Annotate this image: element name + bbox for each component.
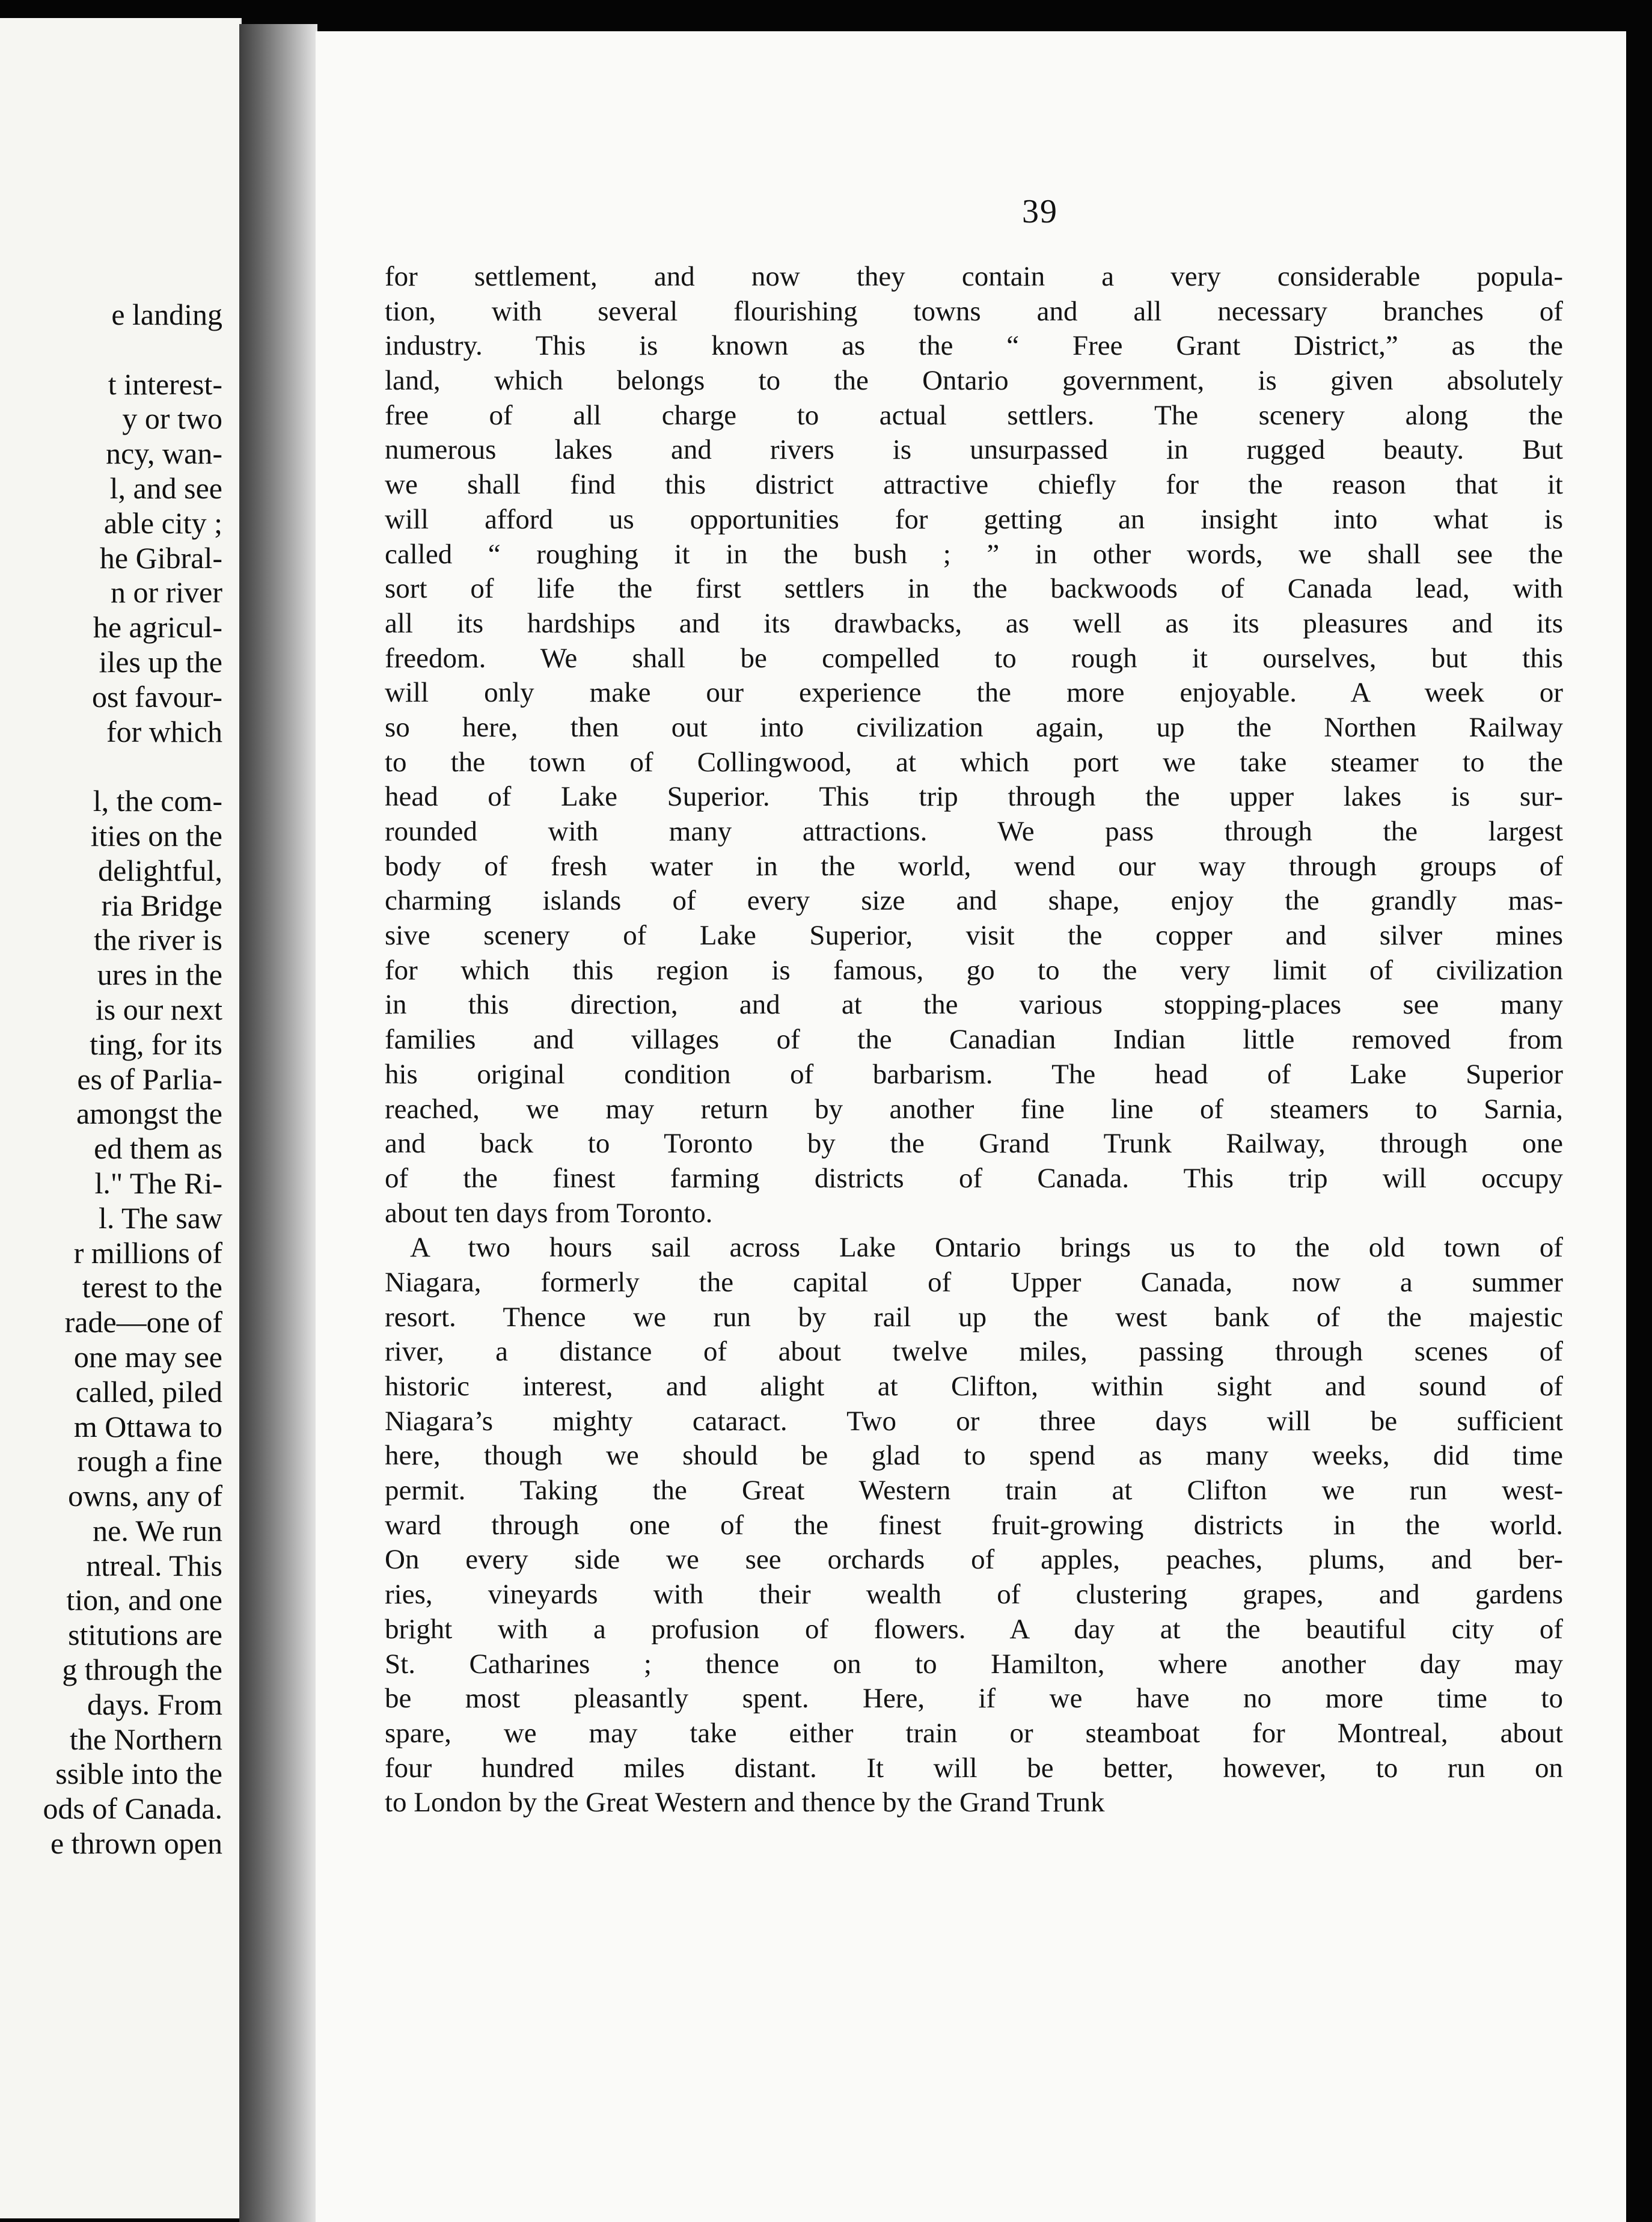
left-page-line: stitutions are xyxy=(68,1618,222,1652)
left-page-line: ting, for its xyxy=(90,1027,222,1061)
left-page-line: he agricul- xyxy=(93,610,222,644)
left-page-line: days. From xyxy=(87,1687,222,1721)
left-page-fragment xyxy=(0,18,242,2218)
left-page-line: l." The Ri- xyxy=(94,1166,222,1200)
left-page-line: rough a fine xyxy=(77,1444,222,1478)
page-number: 39 xyxy=(1022,193,1058,230)
text-line: families and villages of the Canadian Indian little removed from xyxy=(385,1024,1563,1056)
text-line: On every side we see orchards of apples, peaches, plums, and ber- xyxy=(385,1544,1563,1576)
left-page-line: t interest- xyxy=(108,367,222,401)
left-page-line: ne. We run xyxy=(93,1513,222,1547)
left-page-line: l. The saw xyxy=(99,1201,222,1235)
text-line: called “ roughing it in the bush ; ” in other words, we shall see the xyxy=(385,538,1563,570)
left-page-line: ssible into the xyxy=(55,1757,222,1791)
left-page-line: able city ; xyxy=(103,506,222,540)
text-line: numerous lakes and rivers is unsurpassed in rugged beauty. But xyxy=(385,434,1563,466)
text-line: charming islands of every size and shape, enjoy the grandly mas- xyxy=(385,885,1563,917)
text-line: river, a distance of about twelve miles, passing through scenes of xyxy=(385,1336,1563,1368)
text-line: head of Lake Superior. This trip through the upper lakes is sur- xyxy=(385,781,1563,813)
left-page-text xyxy=(0,298,222,1861)
left-page-line: owns, any of xyxy=(68,1479,222,1513)
text-line: about ten days from Toronto. xyxy=(385,1197,713,1229)
text-line: so here, then out into civilization again, up the Northen Railway xyxy=(385,711,1563,743)
text-line: will afford us opportunities for getting an insight into what is xyxy=(385,503,1563,535)
text-line: of the finest farming districts of Canada. This trip will occupy xyxy=(385,1162,1563,1194)
text-line: ward through one of the finest fruit-growing districts in the world. xyxy=(385,1509,1563,1541)
text-line: spare, we may take either train or steamboat for Montreal, about xyxy=(385,1717,1563,1749)
paragraph-1 xyxy=(385,260,1563,1231)
left-page-line: terest to the xyxy=(82,1270,222,1305)
left-page-line: rade—one of xyxy=(64,1305,222,1339)
left-page-line xyxy=(0,749,222,784)
text-line: land, which belongs to the Ontario government, is given absolutely xyxy=(385,365,1563,397)
text-line: A two hours sail across Lake Ontario brings us to the old town of xyxy=(410,1232,1563,1264)
text-line: and back to Toronto by the Grand Trunk Railway, through one xyxy=(385,1128,1563,1160)
left-page-line: is our next xyxy=(95,992,222,1026)
left-page-line: he Gibral- xyxy=(99,540,222,575)
left-page-line: n or river xyxy=(110,575,222,610)
text-line: sive scenery of Lake Superior, visit the copper and silver mines xyxy=(385,920,1563,952)
left-page-line: ods of Canada. xyxy=(43,1792,222,1826)
left-page-line: ures in the xyxy=(97,958,222,992)
left-page-line: y or two xyxy=(122,402,222,436)
text-line: for which this region is famous, go to the very limit of civilization xyxy=(385,954,1563,986)
left-page-line: ities on the xyxy=(90,818,222,852)
text-line: rounded with many attractions. We pass through the largest xyxy=(385,816,1563,847)
left-page-line: amongst the xyxy=(76,1097,222,1131)
left-page-line: ed them as xyxy=(94,1131,222,1166)
text-line: we shall find this district attractive chiefly for the reason that it xyxy=(385,469,1563,501)
text-line: be most pleasantly spent. Here, if we have no more time to xyxy=(385,1683,1563,1715)
text-line: for settlement, and now they contain a very considerable popula- xyxy=(385,261,1563,292)
text-line: all its hardships and its drawbacks, as well as its pleasures and its xyxy=(385,607,1563,639)
left-page-line: the river is xyxy=(94,923,222,957)
left-page-line: tion, and one xyxy=(66,1583,222,1617)
left-page-line xyxy=(0,332,222,367)
text-line: sort of life the first settlers in the backwoods of Canada lead, with xyxy=(385,573,1563,605)
body-text xyxy=(385,260,1563,1820)
book-gutter-shadow xyxy=(239,24,317,2222)
left-page-line: r millions of xyxy=(73,1235,222,1270)
left-page-line: one may see xyxy=(73,1339,222,1374)
text-line: will only make our experience the more enjoyable. A week or xyxy=(385,677,1563,709)
text-line: reached, we may return by another fine line of steamers to Sarnia, xyxy=(385,1093,1563,1125)
text-line: permit. Taking the Great Western train at Clifton we run west- xyxy=(385,1475,1563,1507)
left-page-line: ria Bridge xyxy=(101,888,222,922)
text-line: in this direction, and at the various stopping-places see many xyxy=(385,989,1563,1021)
text-line: Niagara, formerly the capital of Upper Canada, now a summer xyxy=(385,1266,1563,1298)
text-line: resort. Thence we run by rail up the west bank of the majestic xyxy=(385,1301,1563,1333)
left-page-line: e thrown open xyxy=(50,1826,222,1861)
left-page-line: ost favour- xyxy=(92,679,222,714)
text-line: ries, vineyards with their wealth of clustering grapes, and gardens xyxy=(385,1579,1563,1611)
text-line: free of all charge to actual settlers. The scenery along the xyxy=(385,399,1563,431)
left-page-line: l, the com- xyxy=(93,784,222,818)
text-line: freedom. We shall be compelled to rough it ourselves, but this xyxy=(385,642,1563,674)
text-line: body of fresh water in the world, wend our way through groups of xyxy=(385,850,1563,882)
text-line: to London by the Great Western and thence by the Grand Trunk xyxy=(385,1787,1105,1819)
left-page-line: iles up the xyxy=(99,644,222,679)
text-line: here, though we should be glad to spend as many weeks, did time xyxy=(385,1440,1563,1472)
text-line: historic interest, and alight at Clifton, within sight and sound of xyxy=(385,1371,1563,1402)
text-line: four hundred miles distant. It will be better, however, to run on xyxy=(385,1752,1563,1784)
left-page-line: m Ottawa to xyxy=(73,1409,222,1443)
page xyxy=(316,31,1626,2222)
text-line: to the town of Collingwood, at which port we take steamer to the xyxy=(385,746,1563,778)
left-page-line: called, piled xyxy=(75,1374,222,1409)
paragraph-2 xyxy=(385,1231,1563,1820)
text-line: his original condition of barbarism. The head of Lake Superior xyxy=(385,1058,1563,1090)
left-page-line: e landing xyxy=(111,298,222,331)
left-page-line: delightful, xyxy=(98,853,222,887)
text-line: Niagara’s mighty cataract. Two or three days will be sufficient xyxy=(385,1405,1563,1437)
left-page-line: the Northern xyxy=(69,1722,222,1756)
left-page-line: g through the xyxy=(62,1653,222,1687)
left-page-line: ncy, wan- xyxy=(106,436,222,471)
text-line: bright with a profusion of flowers. A day at the beautiful city of xyxy=(385,1613,1563,1645)
text-line: industry. This is known as the “ Free Grant District,” as the xyxy=(385,330,1563,362)
left-page-line: for which xyxy=(106,714,222,748)
left-page-line: es of Parlia- xyxy=(77,1062,222,1096)
left-page-line: ntreal. This xyxy=(86,1548,222,1582)
text-line: St. Catharines ; thence on to Hamilton, where another day may xyxy=(385,1648,1563,1680)
text-line: tion, with several flourishing towns and all necessary branches of xyxy=(385,295,1563,327)
left-page-line: l, and see xyxy=(109,471,222,505)
